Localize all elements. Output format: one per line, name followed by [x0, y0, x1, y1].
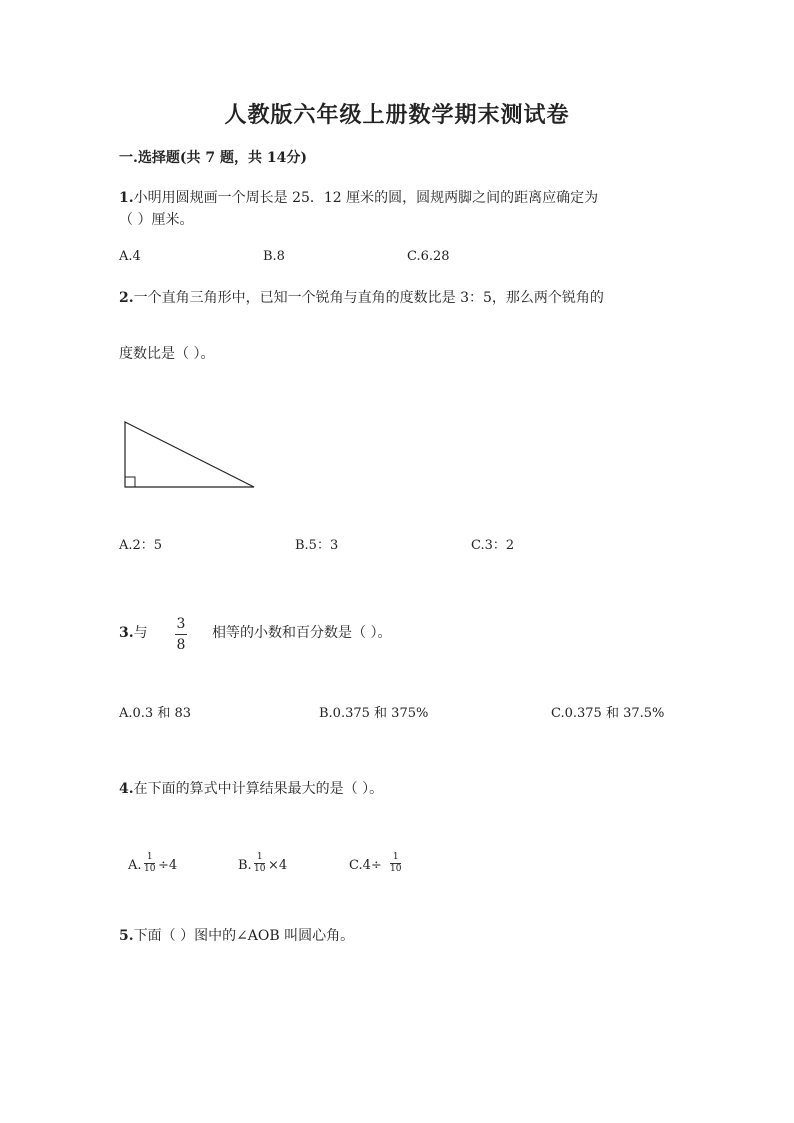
question-5-line — [119, 925, 354, 945]
question-1-line-1 — [119, 187, 598, 207]
question-2-option-c[interactable]: C.3：2 — [471, 538, 515, 553]
question-3-option-a[interactable]: A.0.3 和 83 — [119, 706, 192, 721]
fraction-denominator: 10 — [144, 864, 156, 874]
fraction-numerator: 1 — [392, 852, 399, 862]
question-4-option-b-prefix[interactable]: B. — [238, 858, 252, 873]
fraction-denominator: 8 — [176, 637, 186, 653]
fraction-one-tenth-a — [144, 853, 155, 874]
question-5-number: 5. — [119, 928, 134, 944]
fraction-one-tenth-b — [254, 853, 265, 874]
page-title: 人教版六年级上册数学期末测试卷 — [224, 102, 570, 128]
question-4-option-a-suffix: ÷4 — [158, 858, 178, 873]
fraction-one-tenth-c — [390, 853, 401, 874]
section-heading: 一.选择题(共 7 题，共 14分) — [119, 150, 307, 166]
question-1-text: 小明用圆规画一个周长是 25．12 厘米的圆，圆规两脚之间的距离应确定为 — [133, 190, 599, 206]
fraction-denominator: 10 — [390, 864, 402, 874]
question-1-option-c[interactable]: C.6.28 — [407, 249, 450, 264]
triangle-outline — [125, 422, 254, 487]
question-1-line-2: （ ）厘米。 — [119, 212, 194, 228]
question-4-line — [119, 778, 383, 798]
question-4-option-b-suffix: ×4 — [268, 858, 288, 873]
question-1-option-a[interactable]: A.4 — [119, 249, 141, 264]
question-3-option-b[interactable]: B.0.375 和 375% — [319, 706, 429, 721]
question-2-line-2: 度数比是（ ）。 — [119, 346, 215, 362]
question-1-number: 1. — [119, 190, 134, 206]
right-triangle-figure — [118, 418, 260, 492]
question-3-suffix: 相等的小数和百分数是（ ）。 — [212, 625, 392, 641]
question-2-option-b[interactable]: B.5：3 — [295, 538, 339, 553]
question-4-option-c-prefix[interactable]: C.4÷ — [349, 858, 382, 873]
right-angle-marker — [125, 477, 135, 487]
question-4-number: 4. — [119, 781, 134, 797]
question-4-text: 在下面的算式中计算结果最大的是（ ）。 — [133, 781, 384, 797]
question-3-prefix: 与 — [133, 625, 148, 641]
question-4-option-a-prefix[interactable]: A. — [128, 858, 142, 873]
question-2-option-a[interactable]: A.2：5 — [119, 538, 163, 553]
fraction-denominator: 10 — [254, 864, 266, 874]
question-2-text: 一个直角三角形中，已知一个锐角与直角的度数比是 3：5，那么两个锐角的 — [133, 290, 604, 306]
fraction-three-eighths — [175, 617, 187, 652]
question-3-option-c[interactable]: C.0.375 和 37.5% — [551, 706, 665, 721]
question-3-number: 3. — [119, 625, 134, 641]
fraction-bar — [175, 634, 187, 635]
question-1-option-b[interactable]: B.8 — [263, 249, 285, 264]
question-5-text: 下面（ ）图中的∠AOB 叫圆心角。 — [133, 928, 355, 944]
question-2-number: 2. — [119, 290, 134, 306]
fraction-numerator: 3 — [176, 616, 186, 632]
fraction-numerator: 1 — [256, 852, 263, 862]
question-2-line-1 — [119, 287, 604, 307]
fraction-numerator: 1 — [146, 852, 153, 862]
question-3-prefix-line — [119, 622, 148, 642]
